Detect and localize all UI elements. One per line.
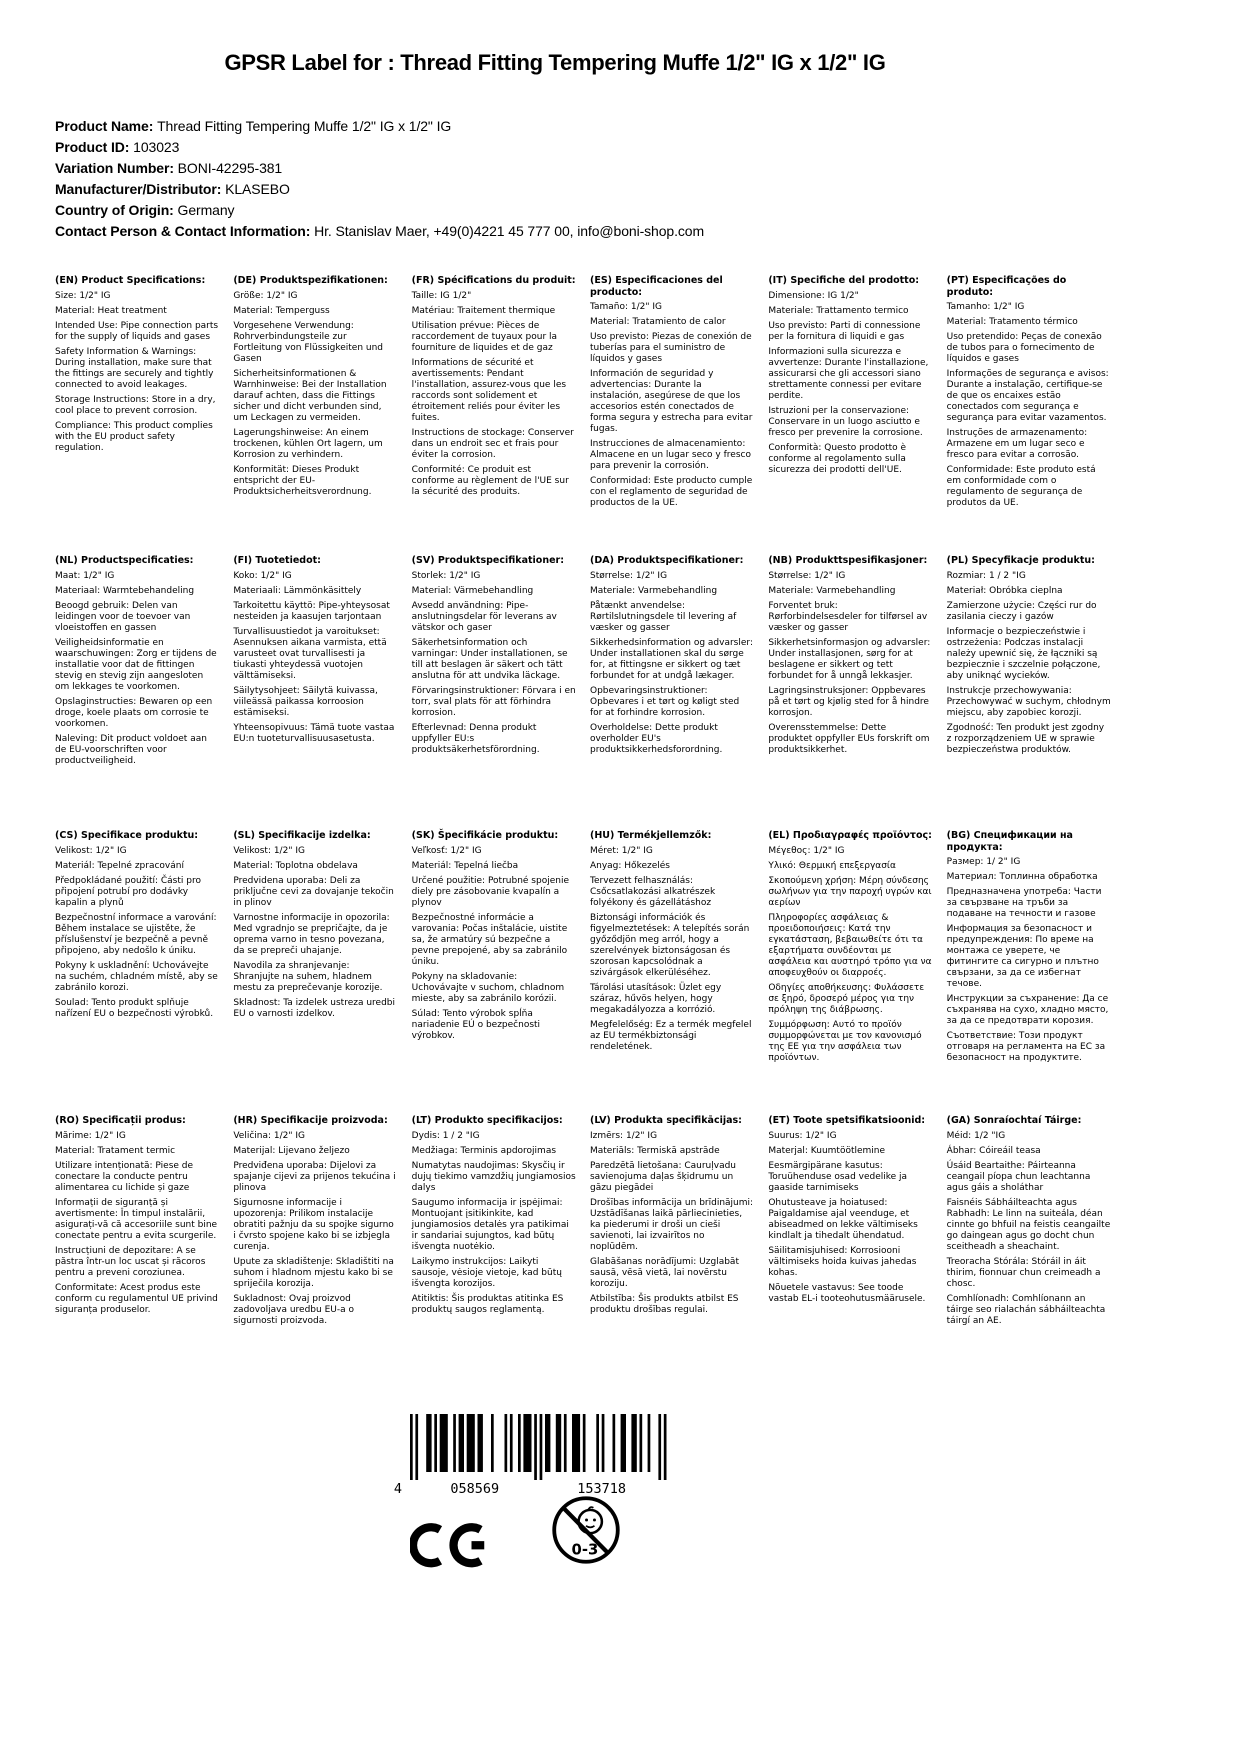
barcode-bar bbox=[596, 1414, 599, 1472]
lang-block-it bbox=[768, 275, 932, 476]
lang-block-paragraph: Medžiaga: Terminis apdorojimas bbox=[411, 1145, 557, 1156]
lang-block-lt bbox=[412, 1115, 576, 1316]
lang-block-paragraph: Säkerhetsinformation och varningar: Under installationen, se till att beslagen är säkert och tätt anslutna för att undvika läckage. bbox=[411, 637, 568, 681]
lang-block-header: (PT) Especificações do produto: bbox=[946, 275, 1067, 298]
lang-block-paragraph: Turvallisuustiedot ja varoitukset: Asennuksen aikana varmista, että varusteet ovat turvallisesti ja tiukasti yhteydessä vuotojen välttämiseksi. bbox=[233, 626, 387, 681]
lang-block-header: (RO) Specificații produs: bbox=[55, 1115, 186, 1126]
barcode-bar bbox=[545, 1414, 550, 1472]
lang-block-paragraph: Förvaringsinstruktioner: Förvara i en torr, sval plats för att förhindra korrosion. bbox=[411, 685, 576, 718]
lang-block-header: (DE) Produktspezifikationen: bbox=[233, 275, 388, 286]
lang-block-paragraph: Navodila za shranjevanje: Shranjujte na suhem, hladnem mestu za preprečevanje korozije. bbox=[233, 960, 383, 993]
barcode-digits-left: 058569 bbox=[450, 1481, 500, 1497]
lang-block-paragraph: Size: 1/2" IG bbox=[55, 290, 111, 301]
lang-block-paragraph: Bezpečnostní informace a varování: Během instalace se ujistěte, že příslušenství je bezpečně a pevně připojeno, aby nedošlo k úniku. bbox=[55, 912, 217, 956]
lang-block-paragraph: Suurus: 1/2" IG bbox=[768, 1130, 837, 1141]
lang-block-paragraph: Numatytas naudojimas: Skysčių ir dujų tiekimo vamzdžių jungiamosios dalys bbox=[411, 1160, 576, 1193]
lang-block-header: (HU) Termékjellemzők: bbox=[589, 830, 712, 841]
lang-block-paragraph: Rozmiar: 1 / 2 "IG bbox=[946, 570, 1026, 581]
lang-block-paragraph: Yhteensopivuus: Tämä tuote vastaa EU:n tuoteturvallisuusasetusta. bbox=[233, 722, 395, 744]
lang-block-paragraph: Instrukcje przechowywania: Przechowywać w suchym, chłodnym miejscu, aby zapobiec korozji. bbox=[946, 685, 1111, 718]
lang-block-paragraph: Velikost: 1/2" IG bbox=[55, 845, 127, 856]
lang-block-paragraph: Υλικό: Θερμική επεξεργασία bbox=[768, 860, 896, 871]
lang-block-header: (DA) Produktspecifikationer: bbox=[589, 555, 744, 566]
lang-block-header: (FR) Spécifications du produit: bbox=[411, 275, 576, 286]
barcode-bar bbox=[621, 1414, 626, 1472]
lang-block-paragraph: Beoogd gebruik: Delen van leidingen voor de toevoer van vloeistoffen en gassen bbox=[55, 600, 191, 633]
svg-text:0-3: 0-3 bbox=[571, 1541, 599, 1559]
lang-block-paragraph: Veličina: 1/2" IG bbox=[233, 1130, 305, 1141]
lang-block-paragraph: Σκοπούμενη χρήση: Μέρη σύνδεσης σωλήνων για την παροχή υγρών και αερίων bbox=[768, 875, 932, 908]
lang-block-paragraph: Drošības informācija un brīdinājumi: Uzstādīšanas laikā pārliecinieties, ka piederumi ir droši un cieši savienoti, lai izvairītos no noplūdēm. bbox=[589, 1197, 754, 1252]
barcode-bar bbox=[556, 1414, 561, 1472]
lang-block-header: (PL) Specyfikacje produktu: bbox=[946, 555, 1095, 566]
barcode-bar bbox=[613, 1414, 616, 1472]
lang-block-paragraph: Materiale: Varmebehandling bbox=[768, 585, 896, 596]
product-info-label: Country of Origin: bbox=[55, 202, 174, 218]
lang-block-paragraph: Matériau: Traitement thermique bbox=[411, 305, 556, 316]
lang-block-paragraph: Megfelelőség: Ez a termék megfelel az EU termékbiztonsági rendeletének. bbox=[589, 1019, 752, 1052]
barcode-bar bbox=[453, 1414, 456, 1472]
barcode-digits-right: 153718 bbox=[577, 1481, 627, 1497]
lang-block-paragraph: Konformität: Dieses Produkt entspricht der EU-Produktsicherheitsverordnung. bbox=[233, 464, 372, 497]
lang-block-paragraph: Conformidad: Este producto cumple con el reglamento de seguridad de productos de la UE. bbox=[589, 476, 753, 508]
lang-block-paragraph: Πληροφορίες ασφάλειας & προειδοποιήσεις: Κατά την εγκατάσταση, βεβαιωθείτε ότι τα εξαρτήματα συνδέονται με ασφάλεια και αυστηρό τρόπο για να αποφευχθούν οι διαρροές. bbox=[768, 912, 932, 978]
lang-block-en bbox=[55, 275, 219, 454]
lang-block-paragraph: Forventet bruk: Rørforbindelsesdeler for tilførsel av væsker og gasser bbox=[768, 600, 928, 633]
lang-block-paragraph: Tamaño: 1/2" IG bbox=[589, 302, 663, 312]
lang-block-paragraph: Uso previsto: Piezas de conexión de tuberías para el suministro de líquidos y gases bbox=[589, 332, 752, 364]
barcode-bar bbox=[648, 1414, 651, 1472]
lang-block-paragraph: Tamanho: 1/2" IG bbox=[946, 302, 1025, 312]
lang-block-et bbox=[768, 1115, 932, 1305]
product-info-value: BONI-42295-381 bbox=[173, 160, 283, 176]
lang-block-paragraph: Informazioni sulla sicurezza e avvertenze: Durante l'installazione, assicurarsi che gli accessori siano strettamente connessi per evitare perdite. bbox=[768, 346, 929, 401]
lang-block-paragraph: Atbilstība: Šis produkts atbilst ES produktu drošības regulai. bbox=[589, 1293, 739, 1315]
lang-block-paragraph: Overholdelse: Dette produkt overholder EU's produktsikkerhedsforordning. bbox=[589, 722, 723, 755]
lang-block-paragraph: Informações de segurança e avisos: Durante a instalação, certifique-se de que os encaixes estão conectados com segurança e segurança para evitar vazamentos. bbox=[946, 369, 1109, 423]
lang-block-header: (SV) Produktspecifikationer: bbox=[411, 555, 565, 566]
lang-block-paragraph: Bezpečnostné informácie a varovania: Počas inštalácie, uistite sa, že armatúry sú bezpečne a pevne prepojené, aby sa zabránilo úniku. bbox=[411, 912, 568, 967]
ce-mark bbox=[410, 1508, 494, 1584]
lang-block-paragraph: Informații de siguranță și avertismente: În timpul instalării, asigurați-vă că accesoriile sunt bine conectate pentru a evita scurgerile. bbox=[55, 1197, 218, 1241]
lang-block-paragraph: Размер: 1/ 2" IG bbox=[946, 857, 1021, 867]
lang-block-hu bbox=[590, 830, 754, 1053]
product-info-row bbox=[55, 116, 955, 137]
product-info-label: Manufacturer/Distributor: bbox=[55, 181, 222, 197]
lang-block-paragraph: Instructions de stockage: Conserver dans un endroit sec et frais pour éviter la corrosion. bbox=[411, 427, 574, 460]
product-info-label: Product Name: bbox=[55, 118, 154, 134]
lang-block-paragraph: Zamierzone użycie: Części rur do zasilania cieczy i gazów bbox=[946, 600, 1097, 622]
lang-block-paragraph: Pokyny na skladovanie: Uchovávajte v suchom, chladnom mieste, aby sa zabránilo korózii. bbox=[411, 971, 565, 1004]
lang-block-paragraph: Pokyny k uskladnění: Uchovávejte na suchém, chladném místě, aby se zabránilo korozi. bbox=[55, 960, 218, 993]
lang-block-paragraph: Sikkerhedsinformation og advarsler: Under installationen skal du sørge for, at fittingsne er sikkert og tæt forbundet for at undgå lækager. bbox=[589, 637, 753, 681]
lang-block-paragraph: Instruções de armazenamento: Armazene em um lugar seco e fresco para evitar a corrosão. bbox=[946, 428, 1088, 460]
barcode-bar bbox=[602, 1414, 605, 1472]
lang-block-header: (FI) Tuotetiedot: bbox=[233, 555, 321, 566]
lang-block-paragraph: Material: Toplotna obdelava bbox=[233, 860, 358, 871]
lang-block-paragraph: Naleving: Dit product voldoet aan de EU-voorschriften voor productveiligheid. bbox=[55, 733, 207, 766]
lang-block-fr bbox=[412, 275, 576, 498]
lang-block-paragraph: Glabāšanas norādījumi: Uzglabāt sausā, vēsā vietā, lai novērstu koroziju. bbox=[589, 1256, 739, 1289]
lang-block-paragraph: Οδηγίες αποθήκευσης: Φυλάσσετε σε ξηρό, δροσερό μέρος για την πρόληψη της διάβρωσης. bbox=[768, 982, 925, 1015]
lang-block-paragraph: Zgodność: Ten produkt jest zgodny z rozporządzeniem UE w sprawie bezpieczeństwa produktów. bbox=[946, 722, 1105, 755]
lang-block-paragraph: Materiál: Tepelná liečba bbox=[411, 860, 519, 871]
lang-block-paragraph: Eesmärgipärane kasutus: Toruühenduse osad vedelike ja gaaside tarnimiseks bbox=[768, 1160, 908, 1193]
lang-block-header: (IT) Specifiche del prodotto: bbox=[768, 275, 920, 286]
lang-block-paragraph: Materiale: Varmebehandling bbox=[589, 585, 718, 596]
lang-block-paragraph: Materjal: Kuumtöötlemine bbox=[768, 1145, 886, 1156]
barcode-bar bbox=[440, 1414, 448, 1472]
lang-block-paragraph: Material: Tratamiento de calor bbox=[589, 317, 726, 327]
lang-block-paragraph: Størrelse: 1/2" IG bbox=[589, 570, 668, 581]
lang-block-paragraph: Conformitate: Acest produs este conform cu regulamentul UE privind siguranța produselor. bbox=[55, 1282, 218, 1315]
lang-block-paragraph: Utilizare intenționată: Piese de conectare la conducte pentru alimentarea cu lichide și gaze bbox=[55, 1160, 194, 1193]
lang-block-paragraph: Sikkerhetsinformasjon og advarsler: Under installasjonen, sørg for at beslagene er sikkert og tett forbundet for å unngå lekkasjer. bbox=[768, 637, 931, 681]
lang-block-header: (CS) Specifikace produktu: bbox=[55, 830, 199, 841]
lang-block-cs bbox=[55, 830, 219, 1020]
barcode-digit-first: 4 bbox=[393, 1481, 403, 1497]
lang-block-el bbox=[768, 830, 932, 1064]
lang-block-hr bbox=[233, 1115, 397, 1327]
barcode-bar bbox=[426, 1414, 431, 1472]
barcode-bar bbox=[491, 1414, 494, 1472]
lang-block-lv bbox=[590, 1115, 754, 1316]
lang-block-es bbox=[590, 275, 754, 509]
product-info bbox=[55, 116, 955, 242]
lang-block-paragraph: Opslaginstructies: Bewaren op een droge, koele plaats om corrosie te voorkomen. bbox=[55, 696, 213, 729]
barcode-bar bbox=[459, 1414, 464, 1472]
lang-block-paragraph: Materiale: Trattamento termico bbox=[768, 305, 909, 316]
lang-block-paragraph: Säilytysohjeet: Säilytä kuivassa, viileässä paikassa korroosion estämiseksi. bbox=[233, 685, 378, 718]
lang-block-paragraph: Méid: 1/2 "IG bbox=[946, 1130, 1006, 1141]
lang-block-paragraph: Uso pretendido: Peças de conexão de tubos para o fornecimento de líquidos e gases bbox=[946, 332, 1102, 364]
lang-block-header: (LT) Produkto specifikacijos: bbox=[411, 1115, 563, 1126]
lang-block-paragraph: Materiāls: Termiskā apstrāde bbox=[589, 1145, 720, 1156]
lang-block-pl bbox=[947, 555, 1111, 756]
ce-mark-icon bbox=[410, 1508, 494, 1584]
lang-block-nl bbox=[55, 555, 219, 767]
lang-block-paragraph: Påtænkt anvendelse: Rørtilslutningsdele til levering af væsker og gasser bbox=[589, 600, 737, 633]
lang-block-paragraph: Материал: Топлинна обработка bbox=[946, 872, 1098, 882]
age-warning-icon bbox=[550, 1494, 622, 1566]
barcode-bar bbox=[540, 1414, 543, 1480]
lang-block-paragraph: Materiál: Tepelné zpracování bbox=[55, 860, 184, 871]
age-warning-0-3 bbox=[550, 1494, 622, 1594]
lang-block-paragraph: Faisnéis Sábháilteachta agus Rabhadh: Le linn na suiteála, déan cinnte go bhfuil na feistis ceangailte go daingean agus go docht chun sceitheadh a sheachaint. bbox=[946, 1197, 1111, 1252]
lang-block-paragraph: Soulad: Tento produkt splňuje nařízení EU o bezpečnosti výrobků. bbox=[55, 997, 214, 1019]
lang-block-paragraph: Съответствие: Този продукт отговаря на регламента на ЕС за безопасност на продуктите. bbox=[946, 1031, 1106, 1063]
lang-block-paragraph: Saugumo informacija ir įspėjimai: Montuojant įsitikinkite, kad jungiamosios detalės yra patikimai ir sandariai sujungtos, kad būtų išvengta nuotėkio. bbox=[411, 1197, 569, 1252]
lang-block-paragraph: Upute za skladištenje: Skladištiti na suhom i hladnom mjestu kako bi se spriječila korozija. bbox=[233, 1256, 394, 1289]
lang-block-paragraph: Veľkosť: 1/2" IG bbox=[411, 845, 482, 856]
product-info-value: KLASEBO bbox=[221, 181, 290, 197]
lang-block-paragraph: Conformità: Questo prodotto è conforme al regolamento sulla sicurezza dei prodotti dell'UE. bbox=[768, 442, 907, 475]
barcode-bar bbox=[518, 1414, 521, 1472]
barcode-bar bbox=[434, 1414, 437, 1472]
lang-block-de bbox=[233, 275, 397, 498]
lang-block-paragraph: Material: Tratamento térmico bbox=[946, 317, 1078, 327]
lang-block-paragraph: Storlek: 1/2" IG bbox=[411, 570, 481, 581]
lang-block-ro bbox=[55, 1115, 219, 1316]
lang-block-paragraph: Instrucțiuni de depozitare: A se păstra într-un loc uscat și răcoros pentru a preveni coroziunea. bbox=[55, 1245, 206, 1278]
lang-block-paragraph: Συμμόρφωση: Αυτό το προϊόν συμμορφώνεται με τον κανονισμό της ΕΕ για την ασφάλεια των προϊόντων. bbox=[768, 1019, 922, 1063]
lang-block-paragraph: Veiligheidsinformatie en waarschuwingen: Zorg er tijdens de installatie voor dat de fittingen stevig en stevig zijn aangesloten om lekkages te voorkomen. bbox=[55, 637, 217, 692]
lang-block-paragraph: Lagringsinstruksjoner: Oppbevares på et tørt og kjølig sted for å hindre korrosjon. bbox=[768, 685, 929, 718]
lang-block-header: (LV) Produkta specifikācijas: bbox=[589, 1115, 742, 1126]
lang-block-pt bbox=[947, 275, 1111, 509]
barcode-icon bbox=[388, 1414, 674, 1500]
lang-block-paragraph: Úsáid Beartaithe: Páirteanna ceangail píopa chun leachtanna agus gáis a sholáthar bbox=[946, 1160, 1091, 1193]
lang-block-paragraph: Materijal: Lijevano željezo bbox=[233, 1145, 350, 1156]
lang-block-paragraph: Compliance: This product complies with the EU product safety regulation. bbox=[55, 420, 213, 453]
page-title: GPSR Label for : Thread Fitting Tempering Muffe 1/2" IG x 1/2" IG bbox=[224, 50, 886, 75]
product-info-row bbox=[55, 200, 955, 221]
lang-block-paragraph: Istruzioni per la conservazione: Conservare in un luogo asciutto e fresco per prevenire la corrosione. bbox=[768, 405, 923, 438]
lang-block-nb bbox=[768, 555, 932, 756]
ean-barcode bbox=[388, 1414, 674, 1500]
lang-block-paragraph: Avsedd användning: Pipe-anslutningsdelar för leverans av vätskor och gaser bbox=[411, 600, 557, 633]
lang-block-paragraph: Предназначена употреба: Части за свързване на тръби за подаване на течности и газове bbox=[946, 887, 1102, 919]
lang-block-fi bbox=[233, 555, 397, 745]
barcode-bar bbox=[523, 1414, 531, 1472]
lang-block-paragraph: Информация за безопасност и предупреждения: По време на монтажа се уверете, че фитингите са сигурно и плътно свързани, за да се избегнат течове. bbox=[946, 924, 1099, 989]
product-info-value: Hr. Stanislav Maer, +49(0)4221 45 777 00, info@boni-shop.com bbox=[310, 223, 705, 239]
lang-block-header: (ES) Especificaciones del producto: bbox=[589, 275, 723, 298]
barcode-bar bbox=[505, 1414, 508, 1472]
lang-block-paragraph: Storage Instructions: Store in a dry, cool place to prevent corrosion. bbox=[55, 394, 216, 416]
lang-block-paragraph: Ábhar: Cóireáil teasa bbox=[946, 1145, 1041, 1156]
product-info-value: Thread Fitting Tempering Muffe 1/2" IG x 1/2" IG bbox=[153, 118, 452, 134]
lang-block-paragraph: Určené použitie: Potrubné spojenie diely pre zásobovanie kvapalín a plynov bbox=[411, 875, 569, 908]
barcode-bar bbox=[410, 1414, 413, 1480]
lang-block-sv bbox=[412, 555, 576, 756]
lang-block-paragraph: Anyag: Hőkezelés bbox=[589, 860, 670, 871]
lang-block-paragraph: Vorgesehene Verwendung: Rohrverbindungsteile zur Fortleitung von Flüssigkeiten und Gasen bbox=[233, 320, 384, 364]
barcode-bar bbox=[658, 1414, 661, 1480]
product-info-row bbox=[55, 179, 955, 200]
lang-block-da bbox=[590, 555, 754, 756]
product-info-value: Germany bbox=[173, 202, 235, 218]
barcode-bar bbox=[510, 1414, 513, 1472]
barcode-bar bbox=[640, 1414, 643, 1472]
barcode-bar bbox=[467, 1414, 475, 1472]
lang-block-header: (NL) Productspecificaties: bbox=[55, 555, 194, 566]
lang-block-paragraph: Dimensione: IG 1/2" bbox=[768, 290, 859, 301]
lang-block-paragraph: Taille: IG 1/2" bbox=[411, 290, 472, 301]
lang-block-paragraph: Efterlevnad: Denna produkt uppfyller EU:s produktsäkerhetsförordning. bbox=[411, 722, 540, 755]
lang-block-paragraph: Comhlíonadh: Comhlíonann an táirge seo rialachán sábháilteachta táirgí an AE. bbox=[946, 1293, 1106, 1326]
lang-block-paragraph: Tárolási utasítások: Üzlet egy száraz, hűvös helyen, hogy megakadályozza a korrózió. bbox=[589, 982, 722, 1015]
lang-block-header: (EN) Product Specifications: bbox=[55, 275, 206, 286]
lang-block-paragraph: Conformidade: Este produto está em conformidade com o regulamento de segurança de produtos da UE. bbox=[946, 465, 1096, 508]
lang-block-paragraph: Koko: 1/2" IG bbox=[233, 570, 292, 581]
lang-block-paragraph: Säilitamisjuhised: Korrosiooni vältimiseks hoida kuivas jahedas kohas. bbox=[768, 1245, 917, 1278]
lang-block-paragraph: Materiaal: Warmtebehandeling bbox=[55, 585, 195, 596]
lang-block-paragraph: Paredzētā lietošana: Cauruļvadu savienojuma daļas šķidrumu un gāzu piegādei bbox=[589, 1160, 736, 1193]
lang-block-paragraph: Μέγεθος: 1/2" IG bbox=[768, 845, 845, 856]
lang-block-paragraph: Safety Information & Warnings: During installation, make sure that the fittings are securely and tightly connected to avoid leakages. bbox=[55, 346, 214, 390]
lang-block-header: (BG) Спецификации на продукта: bbox=[946, 830, 1073, 853]
lang-block-paragraph: Opbevaringsinstruktioner: Opbevares i et tørt og køligt sted for at forhindre korrosion. bbox=[589, 685, 740, 718]
lang-block-paragraph: Overensstemmelse: Dette produktet oppfyller EUs forskrift om produktsikkerhet. bbox=[768, 722, 930, 755]
lang-block-paragraph: Ohutusteave ja hoiatused: Paigaldamise ajal veenduge, et abiseadmed on lekke vältimiseks kindlalt ja tihedalt ühendatud. bbox=[768, 1197, 918, 1241]
barcode-bar bbox=[415, 1414, 418, 1480]
lang-block-header: (NB) Produkttspesifikasjoner: bbox=[768, 555, 928, 566]
barcode-bar bbox=[534, 1414, 537, 1480]
lang-block-paragraph: Predvidena uporaba: Deli za priključne cevi za dovajanje tekočin in plinov bbox=[233, 875, 394, 908]
lang-block-paragraph: Material: Temperguss bbox=[233, 305, 330, 316]
lang-block-paragraph: Mărime: 1/2" IG bbox=[55, 1130, 126, 1141]
language-grid bbox=[55, 275, 1111, 1327]
barcode-bar bbox=[583, 1414, 586, 1472]
barcode-bar bbox=[572, 1414, 580, 1472]
lang-block-paragraph: Material: Tratament termic bbox=[55, 1145, 176, 1156]
product-info-row bbox=[55, 221, 955, 242]
lang-block-paragraph: Varnostne informacije in opozorila: Med vgradnjo se prepričajte, da je oprema varno in tesno povezana, da se prepreči uhajanje. bbox=[233, 912, 390, 956]
lang-block-header: (HR) Specifikacije proizvoda: bbox=[233, 1115, 388, 1126]
lang-block-paragraph: Инструкции за съхранение: Да се съхранява на сухо, хладно място, за да се предотврати корозия. bbox=[946, 994, 1109, 1026]
lang-block-paragraph: Intended Use: Pipe connection parts for the supply of liquids and gases bbox=[55, 320, 219, 342]
lang-block-sl bbox=[233, 830, 397, 1020]
lang-block-paragraph: Biztonsági információk és figyelmeztetések: A telepítés során győződjön meg arról, hogy a szerelvények biztonságosan és szorosan kapcsolódnak a szivárgások elkerüléséhez. bbox=[589, 912, 750, 978]
lang-block-paragraph: Laikymo instrukcijos: Laikyti sausoje, vėsioje vietoje, kad būtų išvengta korozijos. bbox=[411, 1256, 562, 1289]
lang-block-paragraph: Maat: 1/2" IG bbox=[55, 570, 115, 581]
barcode-bar bbox=[664, 1414, 667, 1480]
lang-block-paragraph: Material: Heat treatment bbox=[55, 305, 167, 316]
product-info-label: Product ID: bbox=[55, 139, 130, 155]
lang-block-header: (EL) Προδιαγραφές προϊόντος: bbox=[768, 830, 932, 841]
lang-block-paragraph: Utilisation prévue: Pièces de raccordement de tuyaux pour la fourniture de liquides et de gaz bbox=[411, 320, 558, 353]
lang-block-paragraph: Lagerungshinweise: An einem trockenen, kühlen Ort lagern, um Korrosion zu verhindern. bbox=[233, 427, 383, 460]
lang-block-paragraph: Materiał: Obróbka cieplna bbox=[946, 585, 1063, 596]
barcode-bar bbox=[631, 1414, 636, 1472]
lang-block-sk bbox=[412, 830, 576, 1042]
lang-block-paragraph: Velikost: 1/2" IG bbox=[233, 845, 305, 856]
barcode-bar bbox=[564, 1414, 567, 1472]
lang-block-paragraph: Sukladnost: Ovaj proizvod zadovoljava uredbu EU-a o sigurnosti proizvoda. bbox=[233, 1293, 354, 1326]
lang-block-paragraph: Materiaali: Lämmönkäsittely bbox=[233, 585, 362, 596]
lang-block-paragraph: Skladnost: Ta izdelek ustreza uredbi EU o varnosti izdelkov. bbox=[233, 997, 396, 1019]
barcode-bar bbox=[478, 1414, 483, 1472]
lang-block-paragraph: Tervezett felhasználás: Csőcsatlakozási alkatrészek folyékony és gázellátáshoz bbox=[589, 875, 716, 908]
lang-block-paragraph: Sigurnosne informacije i upozorenja: Prilikom instalacije obratiti pažnju da su spojke sigurno i čvrsto spojene kako bi se izbjegla curenja. bbox=[233, 1197, 394, 1252]
lang-block-paragraph: Conformité: Ce produit est conforme au règlement de l'UE sur la sécurité des produits. bbox=[411, 464, 569, 497]
product-info-value: 103023 bbox=[129, 139, 180, 155]
lang-block-paragraph: Größe: 1/2" IG bbox=[233, 290, 298, 301]
product-info-label: Contact Person & Contact Information: bbox=[55, 223, 311, 239]
lang-block-paragraph: Tarkoitettu käyttö: Pipe-yhteysosat nesteiden ja kaasujen tarjontaan bbox=[233, 600, 390, 622]
lang-block-paragraph: Instrucciones de almacenamiento: Almacene en un lugar seco y fresco para prevenir la corrosión. bbox=[589, 439, 751, 471]
lang-block-paragraph: Předpokládané použití: Části pro připojení potrubí pro dodávky kapalin a plynů bbox=[55, 875, 201, 908]
lang-block-paragraph: Méret: 1/2" IG bbox=[589, 845, 653, 856]
lang-block-bg bbox=[947, 830, 1111, 1064]
lang-block-paragraph: Atitiktis: Šis produktas atitinka ES produktų saugos reglamentą. bbox=[411, 1293, 564, 1315]
lang-block-paragraph: Sicherheitsinformationen & Warnhinweise: Bei der Installation darauf achten, dass die Fittings sicher und dicht verbunden sind, um Leckagen zu vermeiden. bbox=[233, 368, 387, 423]
lang-block-paragraph: Nõuetele vastavus: See toode vastab EL-i tooteohutusmäärusele. bbox=[768, 1282, 926, 1304]
lang-block-paragraph: Størrelse: 1/2" IG bbox=[768, 570, 846, 581]
lang-block-paragraph: Dydis: 1 / 2 "IG bbox=[411, 1130, 480, 1141]
lang-block-paragraph: Información de seguridad y advertencias: Durante la instalación, asegúrese de que los accesorios estén conectados de forma segura y estrecha para evitar fugas. bbox=[589, 369, 753, 434]
lang-block-paragraph: Izmērs: 1/2" IG bbox=[589, 1130, 658, 1141]
lang-block-header: (ET) Toote spetsifikatsioonid: bbox=[768, 1115, 926, 1126]
lang-block-paragraph: Uso previsto: Parti di connessione per la fornitura di liquidi e gas bbox=[768, 320, 921, 342]
lang-block-header: (GA) Sonraíochtaí Táirge: bbox=[946, 1115, 1082, 1126]
lang-block-paragraph: Súlad: Tento výrobok spĺňa nariadenie EÚ o bezpečnosti výrobkov. bbox=[411, 1008, 541, 1041]
product-info-label: Variation Number: bbox=[55, 160, 174, 176]
lang-block-header: (SK) Špecifikácie produktu: bbox=[411, 830, 559, 841]
lang-block-paragraph: Material: Värmebehandling bbox=[411, 585, 534, 596]
product-info-row bbox=[55, 158, 955, 179]
lang-block-paragraph: Informacje o bezpieczeństwie i ostrzeżenia: Podczas instalacji należy upewnić się, że łączniki są bezpiecznie i szczelnie połączone, aby uniknąć wycieków. bbox=[946, 626, 1101, 681]
lang-block-header: (SL) Specifikacije izdelka: bbox=[233, 830, 371, 841]
lang-block-paragraph: Treoracha Stórála: Stóráil in áit thirim, fionnuar chun creimeadh a chosc. bbox=[946, 1256, 1101, 1289]
lang-block-paragraph: Informations de sécurité et avertissements: Pendant l'installation, assurez-vous que les raccords sont solidement et étroitement reliés pour éviter les fuites. bbox=[411, 357, 567, 423]
product-info-row bbox=[55, 137, 955, 158]
lang-block-ga bbox=[947, 1115, 1111, 1327]
lang-block-paragraph: Predviđena uporaba: Dijelovi za spajanje cijevi za prijenos tekućina i plinova bbox=[233, 1160, 396, 1193]
